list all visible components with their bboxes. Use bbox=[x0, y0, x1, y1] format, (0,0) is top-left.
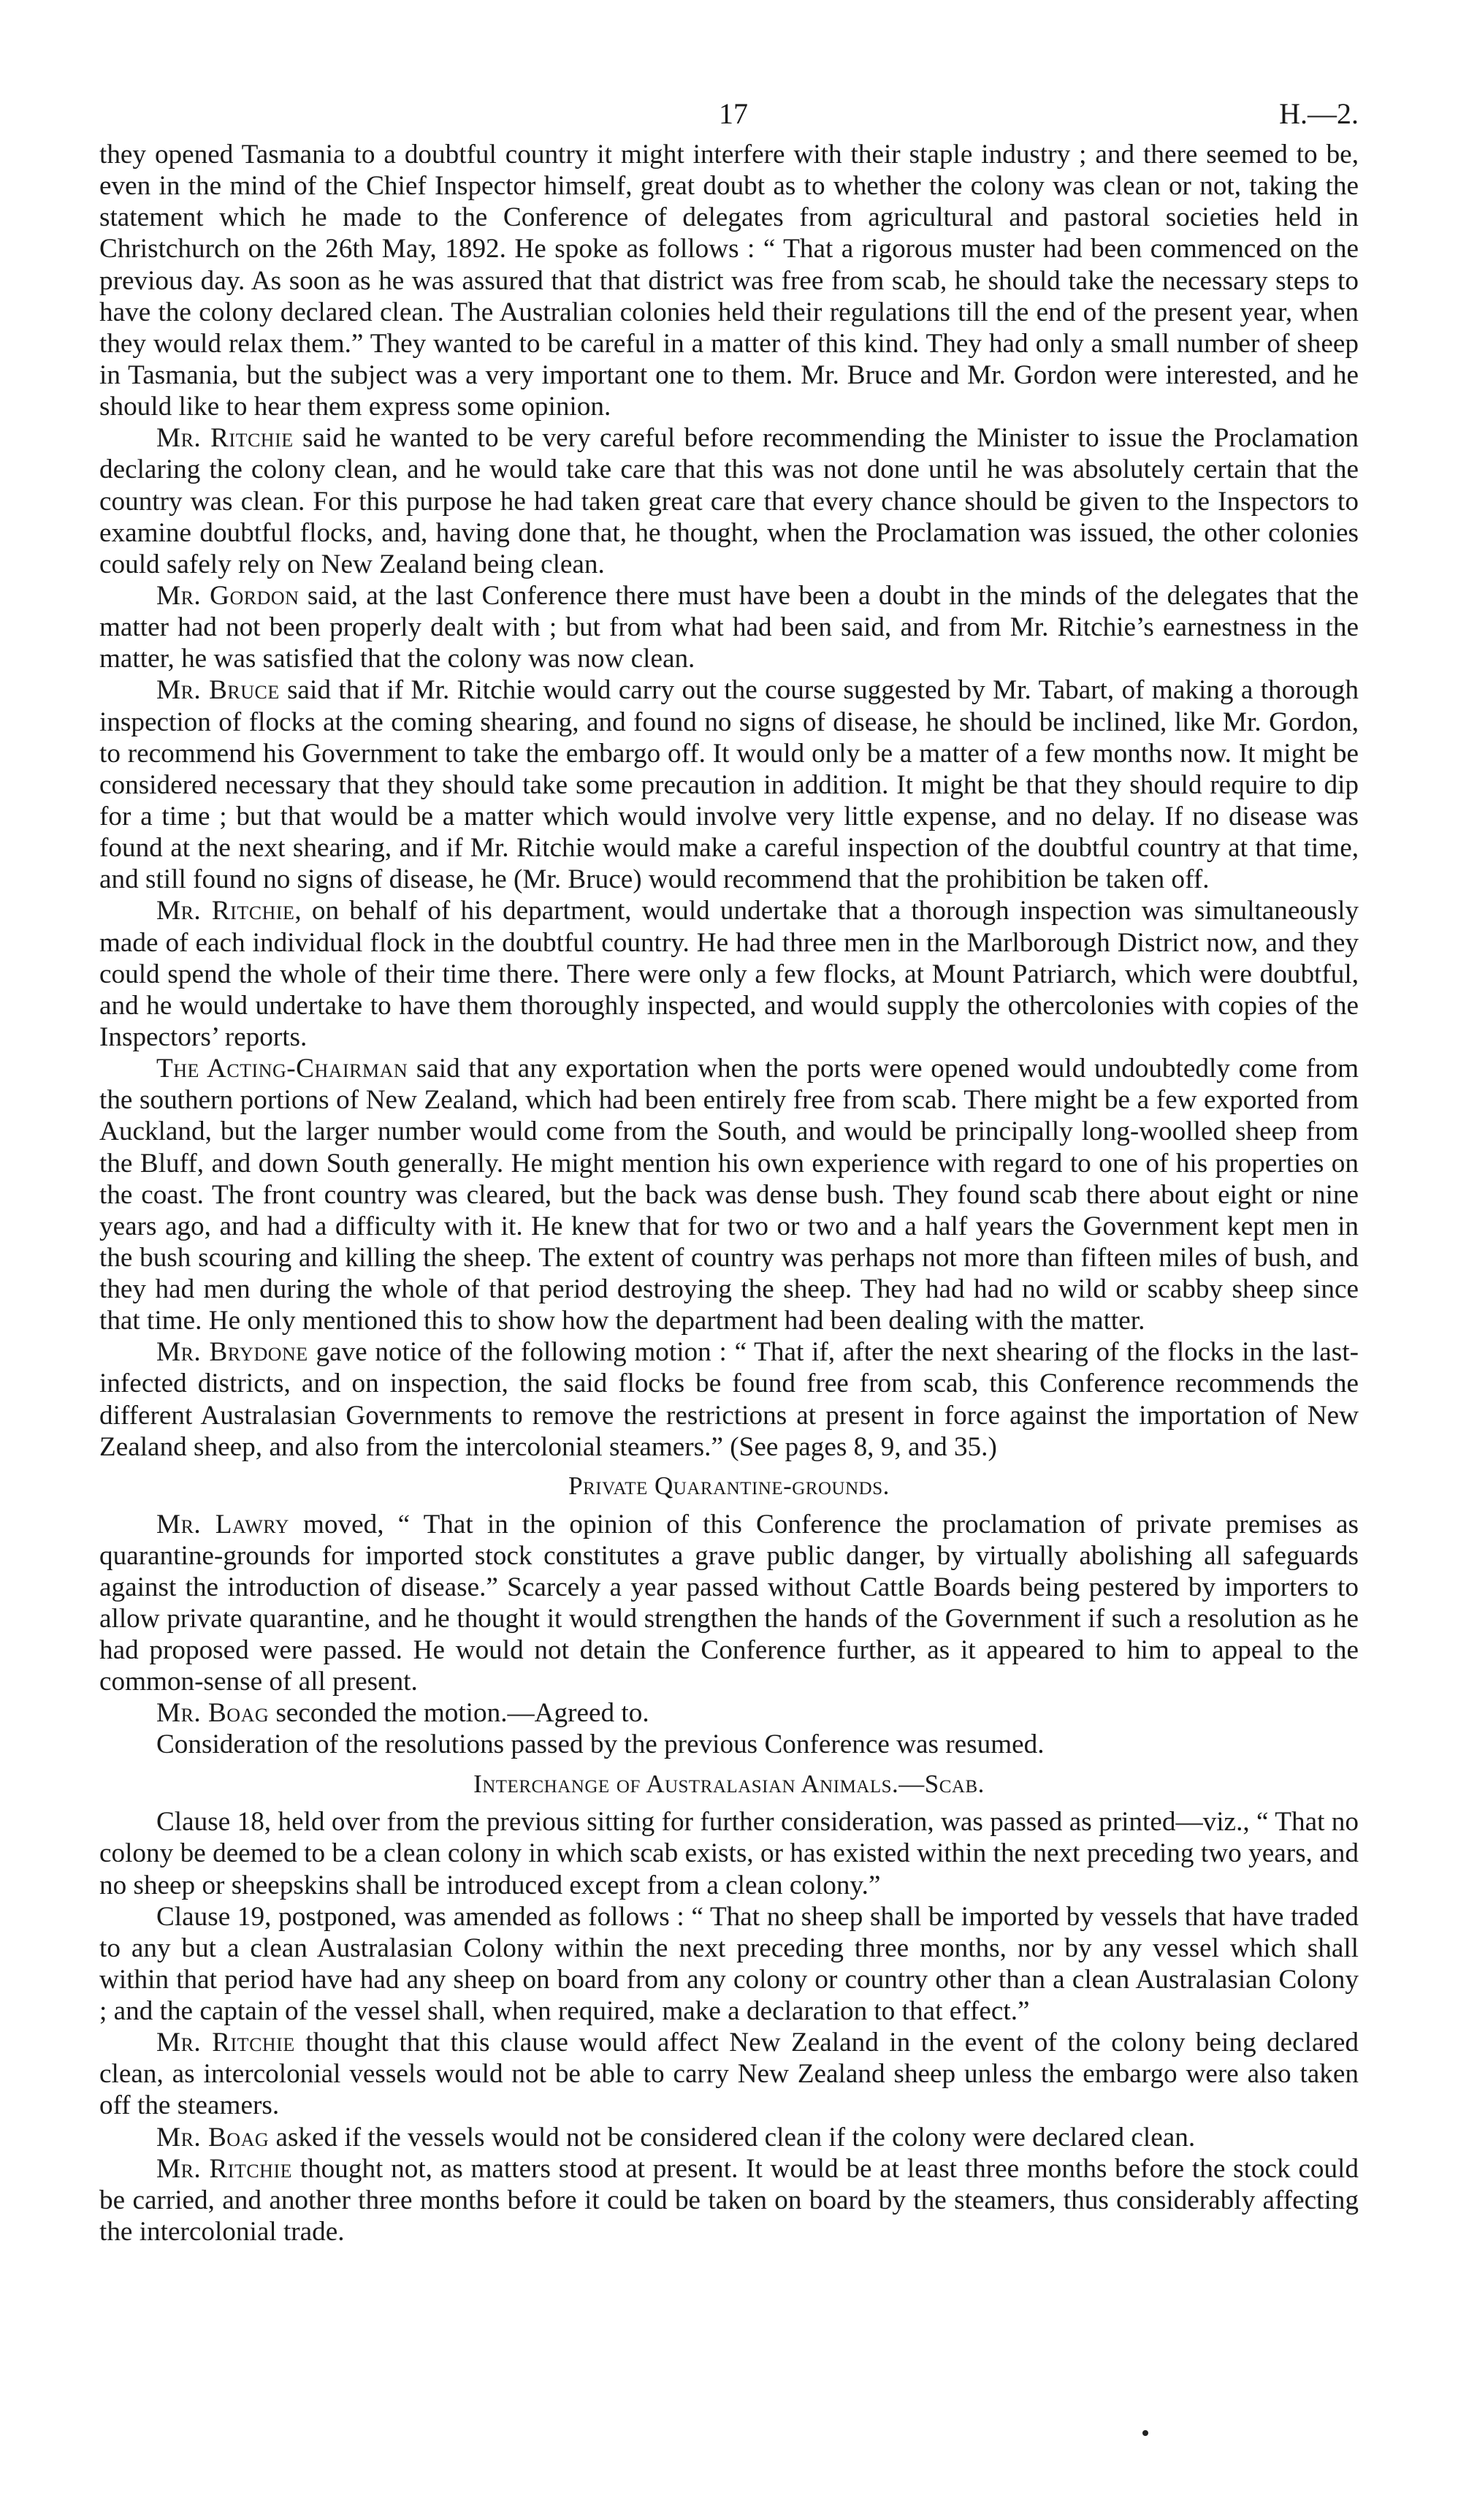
paragraph-ritchie-3 bbox=[99, 2027, 1359, 2121]
running-head bbox=[99, 88, 1359, 139]
paragraph-bruce bbox=[99, 674, 1359, 895]
series-code: H.—2. bbox=[1279, 97, 1359, 130]
ink-mark bbox=[1142, 2430, 1148, 2436]
speaker-name: Mr. Ritchie bbox=[156, 896, 295, 926]
paragraph-consideration: Consideration of the resolutions passed by the previous Conference was resumed. bbox=[156, 1729, 1045, 1760]
page-number: 17 bbox=[719, 97, 748, 130]
paragraph-text: said that if Mr. Ritchie would carry out the course suggested by Mr. Tabart, of making a thorough inspection of flocks at the coming shearing, and found no signs of disease, he should be inclined, like Mr. Gordon, to recommend his Government to take the embargo off. It would only be a matter of a few months now. It might be considered necessary that they should take some precaution in addition. It might be that they should require to dip for a time ; but that would be a matter which would involve very little expense, and no delay. If no disease was found at the next shearing, and if Mr. Ritchie would make a careful inspection of the doubtful country at that time, and still found no signs of disease, he (Mr. Bruce) would recommend that the prohibition be taken off. bbox=[99, 675, 1359, 895]
document-page bbox=[99, 88, 1359, 2247]
paragraph-ritchie-2 bbox=[99, 895, 1359, 1053]
paragraph-gordon bbox=[99, 580, 1359, 674]
speaker-name: The Acting-Chairman bbox=[156, 1054, 408, 1084]
paragraph-text: seconded the motion.—Agreed to. bbox=[269, 1698, 649, 1729]
paragraph-text: said he wanted to be very careful before recommending the Minister to issue the Proclamation declaring the colony clean, and he would take care that this was not done until he was absolutely certain that the country was clean. For this purpose he had taken great care that every chance should be given to the Inspectors to examine doubtful flocks, and, having done that, he thought, when the Proclamation was issued, the other colonies could safely rely on New Zealand being clean. bbox=[99, 423, 1359, 579]
paragraph-text: said that any exportation when the ports were opened would undoubtedly come from the southern portions of New Zealand, which had been entirely free from scab. There might be a few exported from Auckland, but the larger number would come from the South, and would be principally long-woolled sheep from the Bluff, and down South generally. He might mention his own experience with regard to one of his properties on the coast. The front country was cleared, but the back was dense bush. They found scab there about eight or nine years ago, and had a difficulty with it. He knew that for two or two and a half years the Government kept men in the bush scouring and killing the sheep. The extent of country was perhaps not more than fifteen miles of bush, and they had men during the whole of that period destroying the sheep. They had had no wild or scabby sheep since that time. He only mentioned this to show how the department had been dealing with the matter. bbox=[99, 1054, 1359, 1336]
speaker-name: Mr. Brydone bbox=[156, 1337, 308, 1368]
paragraph-text: thought not, as matters stood at present. It would be at least three months before the stock could be carried, and another three months before it could be taken on board by the steamers, thus considerably affecting the intercolonial trade. bbox=[99, 2153, 1359, 2247]
paragraph-lawry bbox=[99, 1509, 1359, 1698]
body-text bbox=[99, 139, 1359, 2247]
paragraph-text: said, at the last Conference there must have been a doubt in the minds of the delegates that the matter had not been properly dealt with ; but from what had been said, and from Mr. Ritchie’s earnestness in the matter, he was satisfied that the colony was now clean. bbox=[99, 580, 1359, 674]
paragraph-text: gave notice of the following motion : “ That if, after the next shearing of the flocks in the last-infected districts, and on inspection, the said flocks be found free from scab, this Conference recommends the different Australasian Governments to remove the restrictions at present in force against the importation of New Zealand sheep, and also from the intercolonial steamers.” (See pages 8, 9, and 35.) bbox=[99, 1337, 1359, 1462]
speaker-name: Mr. Gordon bbox=[156, 580, 299, 611]
paragraph-continued: they opened Tasmania to a doubtful country it might interfere with their staple industry ; and there seemed to be, even in the mind of the Chief Inspector himself, great doubt as to whether the colony was clean or not, taking the statement which he made to the Conference of delegates from agricultural and pastoral societies held in Christchurch on the 26th May, 1892. He spoke as follows : “ That a rigorous muster had been commenced on the previous day. As soon as he was assured that that district was free from scab, he should take the necessary steps to have the colony declared clean. The Australian colonies held their regulations till the end of the present year, when they would relax them.” They wanted to be careful in a matter of this kind. They had only a small number of sheep in Tasmania, but the subject was a very important one to them. Mr. Bruce and Mr. Gordon were interested, and he should like to hear them express some opinion. bbox=[99, 140, 1359, 422]
paragraph-clause-18: Clause 18, held over from the previous sitting for further consideration, was passed as printed—viz., “ That no colony be deemed to be a clean colony in which scab exists, or has existed within the next preceding two years, and no sheep or sheepskins shall be introduced except from a clean colony.” bbox=[99, 1807, 1359, 1900]
speaker-name: Mr. Lawry bbox=[156, 1509, 289, 1539]
paragraph-boag-1 bbox=[99, 1697, 1359, 1729]
paragraph-text: thought that this clause would affect New Zealand in the event of the colony being declared clean, as intercolonial vessels would not be able to carry New Zealand sheep unless the embargo were also taken off the steamers. bbox=[99, 2028, 1359, 2121]
speaker-name: Mr. Boag bbox=[156, 2122, 270, 2152]
paragraph-text: moved, “ That in the opinion of this Conference the proclamation of private premises as quarantine-grounds for imported stock constitutes a grave public danger, by virtually abolishing all safeguards against the introduction of disease.” Scarcely a year passed without Cattle Boards being pestered by importers to allow private quarantine, and he thought it would strengthen the hands of the Government if such a resolution as he had proposed were passed. He would not detain the Conference further, as it appeared to him to appeal to the common-sense of all present. bbox=[99, 1509, 1359, 1697]
speaker-name: Mr. Ritchie bbox=[156, 2028, 295, 2058]
speaker-name: Mr. Boag bbox=[156, 1698, 270, 1729]
speaker-name: Mr. Bruce bbox=[156, 675, 280, 706]
section-heading-interchange: Interchange of Australasian Animals.—Scab. bbox=[473, 1769, 985, 1798]
paragraph-text: asked if the vessels would not be considered clean if the colony were declared clean. bbox=[269, 2122, 1196, 2152]
paragraph-acting-chairman bbox=[99, 1053, 1359, 1336]
paragraph-ritchie-4 bbox=[99, 2153, 1359, 2247]
paragraph-ritchie-1 bbox=[99, 422, 1359, 580]
paragraph-text: , on behalf of his department, would undertake that a thorough inspection was simultaneously made of each individual flock in the doubtful country. He had three men in the Marlborough District now, and they could spend the whole of their time there. There were only a few flocks, at Mount Patriarch, which were doubtful, and he would undertake to have them thoroughly inspected, and would supply the othercolonies with copies of the Inspectors’ reports. bbox=[99, 896, 1359, 1052]
paragraph-brydone bbox=[99, 1336, 1359, 1463]
paragraph-clause-19: Clause 19, postponed, was amended as follows : “ That no sheep shall be imported by vessels that have traded to any but a clean Australasian Colony within the next preceding three months, nor by any vessel which shall within that period have had any sheep on board from any colony or country other than a clean Australasian Colony ; and the captain of the vessel shall, when required, make a declaration to that effect.” bbox=[99, 1901, 1359, 2027]
speaker-name: Mr. Ritchie bbox=[156, 423, 294, 454]
paragraph-boag-2 bbox=[99, 2122, 1359, 2153]
speaker-name: Mr. Ritchie bbox=[156, 2153, 292, 2184]
section-heading-private-quarantine: Private Quarantine-grounds. bbox=[568, 1471, 890, 1500]
